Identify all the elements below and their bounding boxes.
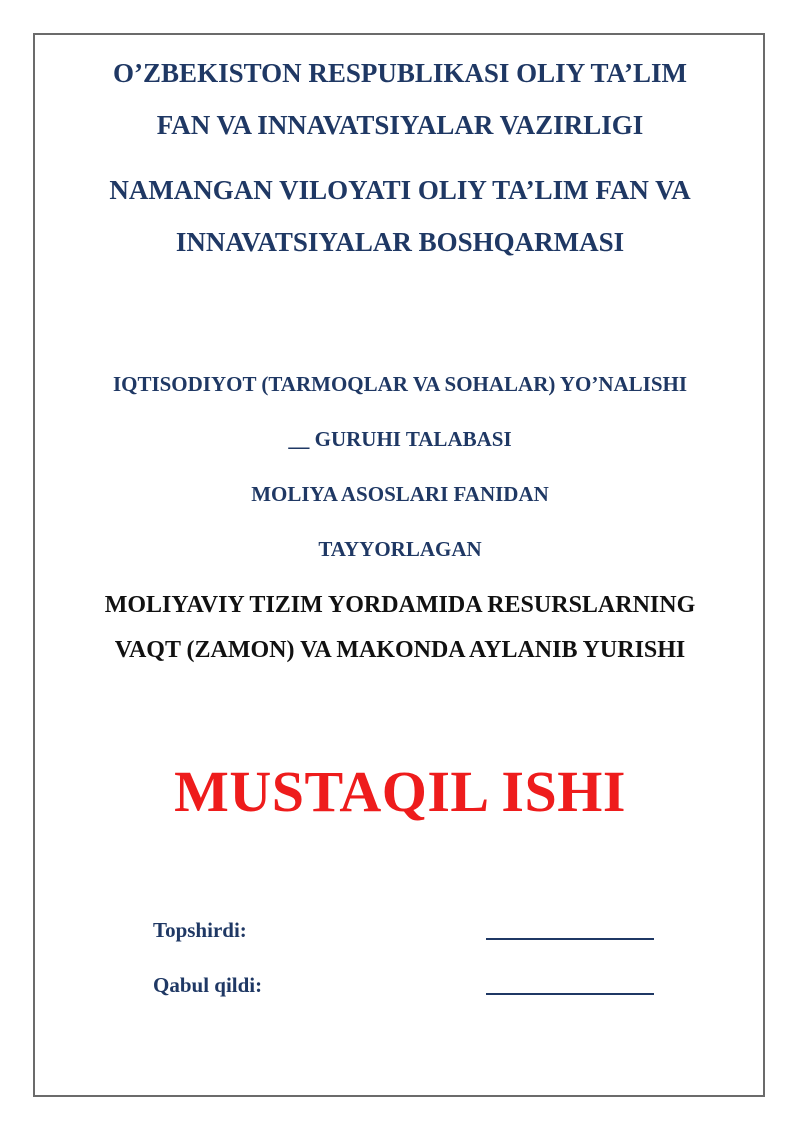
region-line-1: NAMANGAN VILOYATI OLIY TA’LIM FAN VA	[109, 175, 691, 205]
submitted-label: Topshirdi:	[153, 918, 247, 942]
region-line-2: INNAVATSIYALAR BOSHQARMASI	[175, 227, 625, 257]
prepared-line: TAYYORLAGAN	[318, 537, 482, 561]
group-line: __ GURUHI TALABASI	[288, 427, 512, 451]
ministry-line-2: FAN VA INNAVATSIYALAR VAZIRLIGI	[156, 110, 644, 140]
accepted-signature-line	[486, 993, 654, 995]
topic-line-2: VAQT (ZAMON) VA MAKONDA AYLANIB YURISHI	[114, 637, 686, 663]
accepted-label: Qabul qildi:	[153, 973, 263, 997]
topic-line-1: MOLIYAVIY TIZIM YORDAMIDA RESURSLARNING	[104, 592, 696, 618]
submitted-signature-line	[486, 938, 654, 940]
ministry-line-1: O’ZBEKISTON RESPUBLIKASI OLIY TA’LIM	[113, 58, 687, 88]
direction-line: IQTISODIYOT (TARMOQLAR VA SOHALAR) YO’NALISHI	[112, 372, 688, 396]
subject-line: MOLIYA ASOSLARI FANIDAN	[251, 482, 549, 506]
document-type-title: MUSTAQIL ISHI	[174, 759, 626, 824]
